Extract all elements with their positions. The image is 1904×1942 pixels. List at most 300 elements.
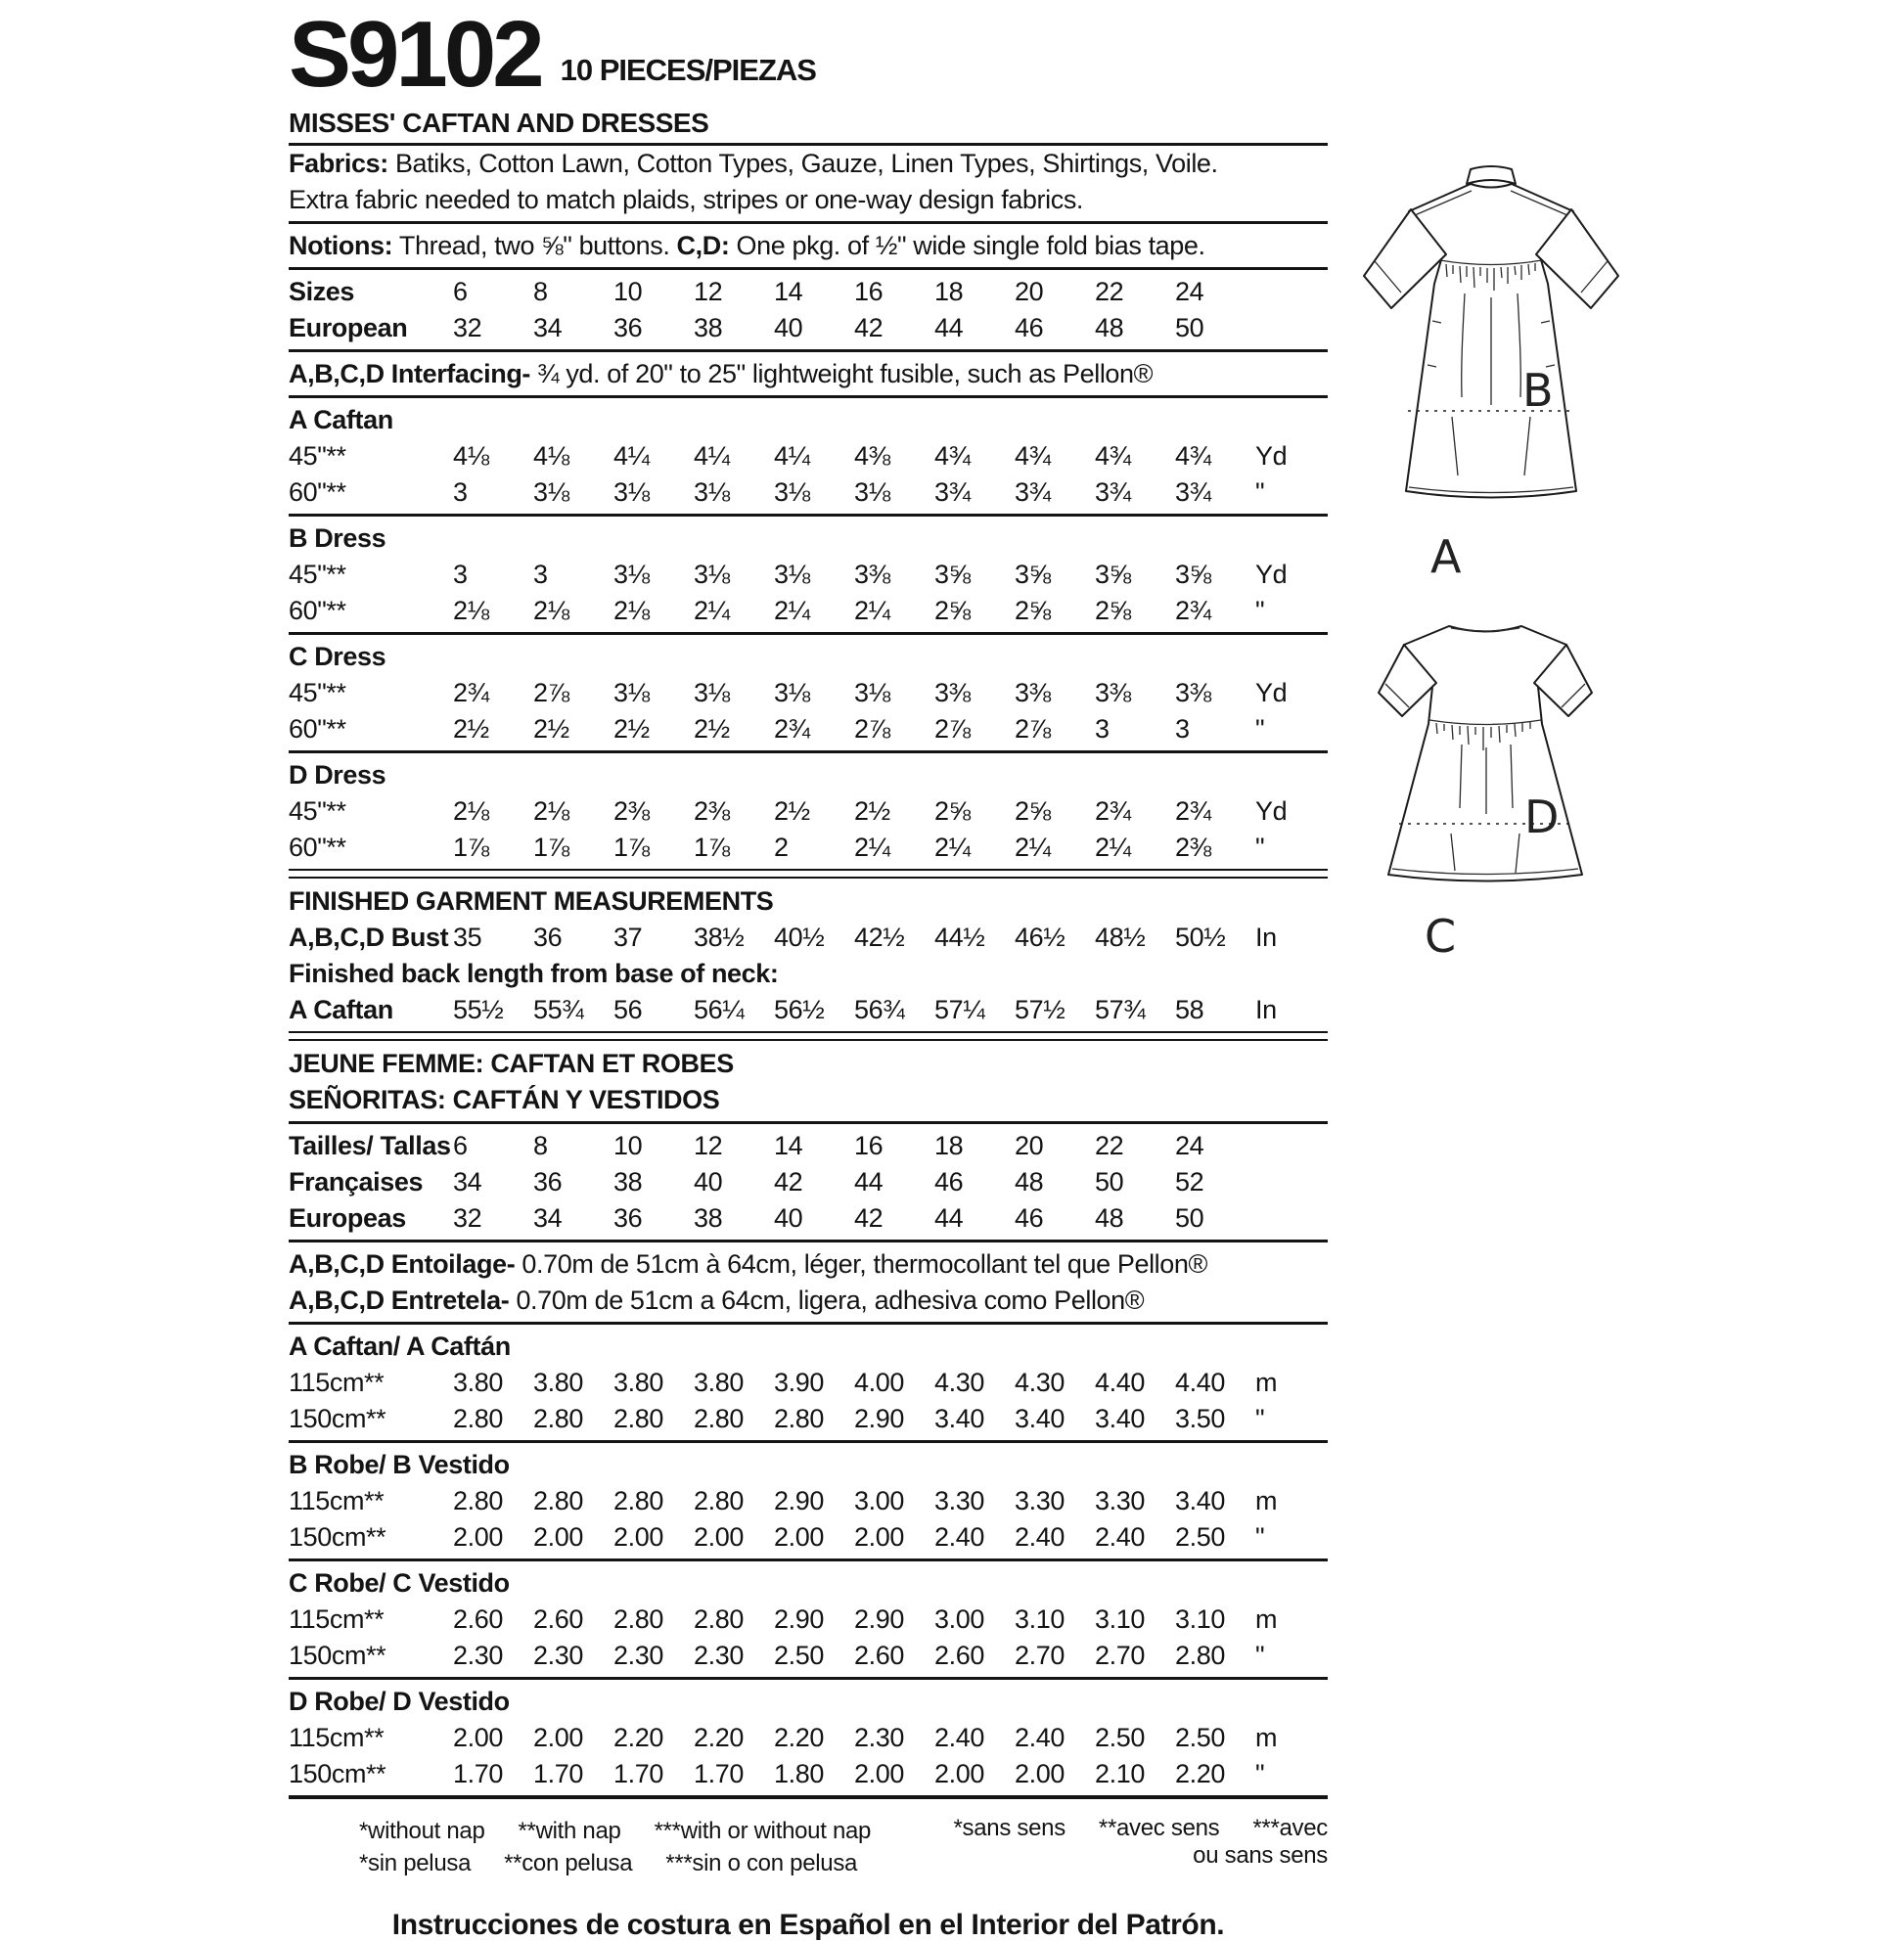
section-rule: [289, 1558, 1328, 1561]
spec-row: [289, 711, 1328, 747]
value-cell: 2.80: [613, 1604, 663, 1635]
section-rule: [289, 1240, 1328, 1242]
row-label: 60"**: [289, 833, 346, 863]
value-cell: 1.70: [453, 1759, 503, 1789]
value-cell: 46½: [1015, 923, 1065, 953]
value-cell: 2.60: [934, 1641, 984, 1671]
value-cell: 4.40: [1095, 1368, 1145, 1398]
value-cell: 2½: [533, 714, 569, 745]
value-cell: 56: [613, 995, 643, 1025]
value-cell: 2.80: [774, 1404, 824, 1434]
value-cell: 2⅝: [934, 796, 971, 827]
value-cell: 3⅛: [854, 678, 890, 708]
value-cell: 8: [533, 1131, 548, 1161]
value-cell: 3⅝: [1095, 560, 1131, 590]
section-rule: [289, 1440, 1328, 1443]
section-rule: [289, 395, 1328, 398]
value-cell: 38½: [694, 923, 745, 953]
section-rule: [289, 1322, 1328, 1325]
value-cell: 36: [533, 923, 563, 953]
text-segment: A,B,C,D Entretela-: [289, 1286, 510, 1316]
section-rule: [289, 349, 1328, 352]
spec-line: [289, 182, 1328, 218]
spec-row: [289, 557, 1328, 593]
value-cell: 1⅞: [613, 833, 650, 863]
garment-label-d: D: [1524, 790, 1560, 843]
row-label: European: [289, 313, 408, 343]
value-cell: 1⅞: [533, 833, 569, 863]
value-cell: 2.80: [613, 1404, 663, 1434]
value-cell: 2.40: [934, 1522, 984, 1553]
spec-row: [289, 830, 1328, 866]
text-segment: A,B,C,D Entoilage-: [289, 1249, 516, 1280]
value-cell: 3⅛: [613, 477, 650, 508]
value-cell: 2.80: [694, 1604, 744, 1635]
row-label: Sizes: [289, 277, 355, 307]
row-label: A Caftan: [289, 995, 393, 1025]
value-cell: 2⅝: [1015, 596, 1051, 626]
row-label: 60"**: [289, 477, 346, 508]
value-cell: 3.30: [934, 1486, 984, 1516]
value-cell: 2.00: [613, 1522, 663, 1553]
value-cell: 3.40: [1175, 1486, 1225, 1516]
value-cell: 2¼: [854, 596, 890, 626]
row-label: 45"**: [289, 678, 346, 708]
text-segment: Fabrics:: [289, 149, 388, 179]
spec-row: [289, 1756, 1328, 1792]
value-cell: 16: [854, 1131, 884, 1161]
footnote-item: ***with or without nap: [654, 1818, 872, 1845]
value-cell: 2¾: [453, 678, 489, 708]
text-segment: A,B,C,D Interfacing-: [289, 359, 531, 389]
garment-label-c: C: [1425, 910, 1457, 963]
spec-row: [289, 1401, 1328, 1437]
value-cell: 2.00: [453, 1723, 503, 1753]
value-cell: 37: [613, 923, 643, 953]
value-cell: 4.40: [1175, 1368, 1225, 1398]
value-cell: 3: [453, 477, 468, 508]
value-cell: 48: [1095, 313, 1124, 343]
value-cell: 2½: [774, 796, 810, 827]
spec-row: [289, 1200, 1328, 1237]
value-cell: 20: [1015, 1131, 1044, 1161]
row-label: 45"**: [289, 441, 346, 472]
value-cell: 4⅛: [533, 441, 569, 472]
value-cell: 2.30: [854, 1723, 904, 1753]
value-cell: 3⅝: [1015, 560, 1051, 590]
row-label: 45"**: [289, 796, 346, 827]
value-cell: 40: [774, 313, 803, 343]
value-cell: 20: [1015, 277, 1044, 307]
row-label: 60"**: [289, 714, 346, 745]
value-cell: 56½: [774, 995, 825, 1025]
value-cell: 6: [453, 277, 468, 307]
footnote-item: **con pelusa: [504, 1850, 633, 1877]
section-rule: [289, 221, 1328, 224]
value-cell: 2.90: [854, 1404, 904, 1434]
spec-row: [289, 310, 1328, 346]
value-cell: 2.80: [1175, 1641, 1225, 1671]
value-cell: 2⅜: [613, 796, 650, 827]
value-cell: 3⅜: [1175, 678, 1211, 708]
value-cell: 2.20: [1175, 1759, 1225, 1789]
spec-line: [289, 356, 1328, 392]
text-segment: C,D:: [676, 231, 730, 261]
value-cell: 3.80: [453, 1368, 503, 1398]
section-rule: [289, 1121, 1328, 1124]
footnotes-spanish: [359, 1847, 904, 1879]
value-cell: 3.30: [1015, 1486, 1065, 1516]
value-cell: 2.00: [854, 1522, 904, 1553]
spec-line: [289, 956, 1328, 992]
value-cell: 2.80: [694, 1404, 744, 1434]
group-heading: A Caftan: [289, 405, 393, 435]
spec-line: [289, 1283, 1328, 1319]
value-cell: 24: [1175, 1131, 1204, 1161]
text-segment: 0.70m de 51cm a 64cm, ligera, adhesiva como Pellon®: [509, 1286, 1145, 1316]
value-cell: 34: [453, 1167, 482, 1197]
value-cell: 4¾: [1015, 441, 1051, 472]
value-cell: 44: [934, 313, 964, 343]
value-cell: 42: [854, 313, 884, 343]
value-cell: 32: [453, 1203, 482, 1234]
value-cell: 2⅞: [934, 714, 971, 745]
value-cell: 4.30: [1015, 1368, 1065, 1398]
value-cell: 16: [854, 277, 884, 307]
pattern-number: S9102: [289, 2, 541, 107]
value-cell: 3⅜: [854, 560, 890, 590]
unit-cell: ": [1255, 1759, 1265, 1789]
value-cell: 3⅛: [694, 560, 730, 590]
spec-row: [289, 1365, 1328, 1401]
value-cell: 2.60: [533, 1604, 583, 1635]
value-cell: 1.70: [613, 1759, 663, 1789]
row-label: Europeas: [289, 1203, 406, 1234]
unit-cell: m: [1255, 1723, 1278, 1753]
value-cell: 2.90: [774, 1486, 824, 1516]
unit-cell: Yd: [1255, 560, 1288, 590]
value-cell: 3: [453, 560, 468, 590]
row-label: 150cm**: [289, 1404, 386, 1434]
group-heading: D Dress: [289, 760, 386, 790]
value-cell: 1.70: [694, 1759, 744, 1789]
value-cell: 2.40: [1015, 1522, 1065, 1553]
value-cell: 2½: [613, 714, 650, 745]
value-cell: 3.80: [533, 1368, 583, 1398]
value-cell: 3⅜: [1095, 678, 1131, 708]
spec-row: [289, 274, 1328, 310]
value-cell: 2.80: [453, 1486, 503, 1516]
unit-cell: ": [1255, 1522, 1265, 1553]
value-cell: 4¼: [774, 441, 810, 472]
footnote-item: **avec sens: [1098, 1815, 1220, 1842]
garment-label-a: A: [1430, 530, 1462, 583]
value-cell: 3⅝: [1175, 560, 1211, 590]
section-rule: [289, 514, 1328, 517]
section-rule: [289, 750, 1328, 753]
section-rule: [289, 1795, 1328, 1799]
value-cell: 40: [774, 1203, 803, 1234]
footnote-item: ***sin o con pelusa: [665, 1850, 858, 1877]
section-rule: [289, 267, 1328, 270]
unit-cell: [1255, 310, 1298, 346]
value-cell: 2¾: [1175, 796, 1211, 827]
value-cell: 2.40: [934, 1723, 984, 1753]
value-cell: 2¾: [774, 714, 810, 745]
value-cell: 10: [613, 277, 643, 307]
garment-label-b: B: [1522, 364, 1554, 417]
spec-row: [289, 1483, 1328, 1519]
value-cell: 2⅛: [533, 596, 569, 626]
value-cell: 3⅛: [774, 560, 810, 590]
value-cell: 12: [694, 277, 723, 307]
unit-cell: [1255, 1200, 1298, 1237]
value-cell: 2¼: [694, 596, 730, 626]
value-cell: 8: [533, 277, 548, 307]
spec-row: [289, 1638, 1328, 1674]
spec-row: [289, 793, 1328, 830]
value-cell: 2.80: [694, 1486, 744, 1516]
footnotes-french: [904, 1815, 1328, 1879]
value-cell: 2⅛: [453, 596, 489, 626]
text-segment: Finished back length from base of neck:: [289, 959, 779, 989]
value-cell: 2.40: [1095, 1522, 1145, 1553]
value-cell: 38: [694, 313, 723, 343]
value-cell: 2.20: [613, 1723, 663, 1753]
spec-row: [289, 438, 1328, 474]
value-cell: 2⅞: [854, 714, 890, 745]
header: [289, 2, 1328, 107]
value-cell: 2.80: [613, 1486, 663, 1516]
footnote-item: **with nap: [518, 1818, 621, 1845]
unit-cell: ": [1255, 1404, 1265, 1434]
value-cell: 4.30: [934, 1368, 984, 1398]
value-cell: 56¼: [694, 995, 745, 1025]
value-cell: 4¾: [934, 441, 971, 472]
text-segment: Notions:: [289, 231, 393, 261]
value-cell: 44: [934, 1203, 964, 1234]
value-cell: 42: [774, 1167, 803, 1197]
unit-cell: ": [1255, 596, 1265, 626]
value-cell: 24: [1175, 277, 1204, 307]
group-heading: C Robe/ C Vestido: [289, 1568, 510, 1599]
value-cell: 32: [453, 313, 482, 343]
section-rule: [289, 869, 1328, 879]
value-cell: 2¼: [774, 596, 810, 626]
value-cell: 18: [934, 277, 964, 307]
dress-c-back-view-illustration: [1358, 612, 1612, 906]
value-cell: 4¾: [1175, 441, 1211, 472]
value-cell: 2.20: [694, 1723, 744, 1753]
value-cell: 22: [1095, 1131, 1124, 1161]
value-cell: 3: [1175, 714, 1190, 745]
value-cell: 2⅞: [1015, 714, 1051, 745]
value-cell: 2.50: [1175, 1522, 1225, 1553]
value-cell: 50: [1175, 313, 1204, 343]
unit-cell: Yd: [1255, 796, 1288, 827]
value-cell: 3⅜: [934, 678, 971, 708]
value-cell: 34: [533, 1203, 563, 1234]
spec-row: [289, 474, 1328, 511]
garment-illustrations: [1348, 137, 1681, 998]
footnotes-left: [289, 1815, 904, 1879]
value-cell: 3¾: [1015, 477, 1051, 508]
unit-cell: In: [1255, 923, 1277, 953]
row-label: 115cm**: [289, 1604, 385, 1635]
spec-row: [289, 920, 1328, 956]
value-cell: 57¼: [934, 995, 985, 1025]
group-heading: B Robe/ B Vestido: [289, 1450, 510, 1480]
value-cell: 48: [1015, 1167, 1044, 1197]
value-cell: 2.40: [1015, 1723, 1065, 1753]
unit-cell: [1255, 1128, 1298, 1164]
value-cell: 3.00: [934, 1604, 984, 1635]
value-cell: 2.80: [453, 1404, 503, 1434]
value-cell: 56¾: [854, 995, 905, 1025]
value-cell: 3¾: [934, 477, 971, 508]
value-cell: 2.30: [613, 1641, 663, 1671]
value-cell: 2½: [694, 714, 730, 745]
value-cell: 2⅛: [613, 596, 650, 626]
value-cell: 3⅝: [934, 560, 971, 590]
value-cell: 38: [613, 1167, 643, 1197]
value-cell: 2.00: [533, 1522, 583, 1553]
value-cell: 42: [854, 1203, 884, 1234]
value-cell: 2: [774, 833, 789, 863]
row-label: Françaises: [289, 1167, 424, 1197]
value-cell: 12: [694, 1131, 723, 1161]
group-heading: SEÑORITAS: CAFTÁN Y VESTIDOS: [289, 1085, 720, 1115]
text-segment: One pkg. of ½" wide single fold bias tape.: [729, 231, 1205, 261]
value-cell: 3.40: [1015, 1404, 1065, 1434]
value-cell: 3⅜: [1015, 678, 1051, 708]
value-cell: 52: [1175, 1167, 1204, 1197]
value-cell: 44: [854, 1167, 884, 1197]
text-segment: Extra fabric needed to match plaids, stripes or one-way design fabrics.: [289, 185, 1084, 215]
value-cell: 50: [1175, 1203, 1204, 1234]
spec-row: [289, 1128, 1328, 1164]
value-cell: 36: [613, 313, 643, 343]
value-cell: 2⅛: [453, 796, 489, 827]
value-cell: 2.60: [453, 1604, 503, 1635]
value-cell: 2.50: [774, 1641, 824, 1671]
text-segment: ¾ yd. of 20" to 25" lightweight fusible, such as Pellon®: [530, 359, 1154, 389]
value-cell: 2½: [854, 796, 890, 827]
value-cell: 2⅜: [694, 796, 730, 827]
value-cell: 4¼: [694, 441, 730, 472]
value-cell: 2½: [453, 714, 489, 745]
spec-line: [289, 228, 1328, 264]
text-segment: Thread, two ⅝" buttons.: [392, 231, 677, 261]
value-cell: 2.70: [1015, 1641, 1065, 1671]
value-cell: 3⅛: [694, 678, 730, 708]
group-heading: A Caftan/ A Caftán: [289, 1332, 511, 1362]
text-segment: Batiks, Cotton Lawn, Cotton Types, Gauze, Linen Types, Shirtings, Voile.: [387, 149, 1218, 179]
value-cell: 3⅛: [613, 678, 650, 708]
value-cell: 3.10: [1015, 1604, 1065, 1635]
value-cell: 14: [774, 277, 803, 307]
value-cell: 2⅛: [533, 796, 569, 827]
unit-cell: ": [1255, 1641, 1265, 1671]
value-cell: 4⅛: [453, 441, 489, 472]
row-label: 150cm**: [289, 1641, 386, 1671]
value-cell: 42½: [854, 923, 905, 953]
value-cell: 22: [1095, 277, 1124, 307]
value-cell: 2.30: [453, 1641, 503, 1671]
value-cell: 2¾: [1095, 796, 1131, 827]
value-cell: 3.40: [1095, 1404, 1145, 1434]
value-cell: 3: [1095, 714, 1110, 745]
value-cell: 50: [1095, 1167, 1124, 1197]
value-cell: 3.80: [694, 1368, 744, 1398]
value-cell: 2.70: [1095, 1641, 1145, 1671]
value-cell: 57½: [1015, 995, 1065, 1025]
unit-cell: ": [1255, 833, 1265, 863]
spec-line: [289, 1246, 1328, 1283]
value-cell: 1⅞: [453, 833, 489, 863]
value-cell: 3⅛: [774, 477, 810, 508]
value-cell: 3¾: [1095, 477, 1131, 508]
value-cell: 2.60: [854, 1641, 904, 1671]
value-cell: 3.30: [1095, 1486, 1145, 1516]
spec-row: [289, 593, 1328, 629]
value-cell: 2¾: [1175, 596, 1211, 626]
value-cell: 4.00: [854, 1368, 904, 1398]
value-cell: 3.90: [774, 1368, 824, 1398]
value-cell: 3⅛: [774, 678, 810, 708]
value-cell: 36: [533, 1167, 563, 1197]
row-label: Tailles/ Tallas: [289, 1131, 451, 1161]
value-cell: 14: [774, 1131, 803, 1161]
unit-cell: ": [1255, 714, 1265, 745]
value-cell: 4⅜: [854, 441, 890, 472]
group-heading: B Dress: [289, 523, 386, 554]
value-cell: 40: [694, 1167, 723, 1197]
value-cell: 55¾: [533, 995, 584, 1025]
section-rule: [289, 632, 1328, 635]
value-cell: 2⅝: [934, 596, 971, 626]
pattern-title: MISSES' CAFTAN AND DRESSES: [289, 106, 1328, 146]
value-cell: 2.50: [1175, 1723, 1225, 1753]
value-cell: 2.80: [533, 1404, 583, 1434]
value-cell: 2.90: [854, 1604, 904, 1635]
value-cell: 2¼: [1095, 833, 1131, 863]
unit-cell: ": [1255, 477, 1265, 508]
value-cell: 46: [1015, 313, 1044, 343]
value-cell: 6: [453, 1131, 468, 1161]
unit-cell: Yd: [1255, 441, 1288, 472]
value-cell: 2⅝: [1095, 596, 1131, 626]
value-cell: 4¾: [1095, 441, 1131, 472]
value-cell: 2⅜: [1175, 833, 1211, 863]
value-cell: 2.90: [774, 1604, 824, 1635]
caftan-a-back-view-illustration: [1354, 164, 1628, 517]
value-cell: 58: [1175, 995, 1204, 1025]
row-label: A,B,C,D Bust: [289, 923, 449, 953]
group-heading: C Dress: [289, 642, 386, 672]
value-cell: 3.10: [1175, 1604, 1225, 1635]
footnote-item: *sans sens: [953, 1815, 1065, 1842]
value-cell: 3.40: [934, 1404, 984, 1434]
spec-row: [289, 1164, 1328, 1200]
value-cell: 48: [1095, 1203, 1124, 1234]
value-cell: 2.20: [774, 1723, 824, 1753]
value-cell: 40½: [774, 923, 825, 953]
value-cell: 1.70: [533, 1759, 583, 1789]
value-cell: 18: [934, 1131, 964, 1161]
unit-cell: m: [1255, 1368, 1278, 1398]
value-cell: 1⅞: [694, 833, 730, 863]
